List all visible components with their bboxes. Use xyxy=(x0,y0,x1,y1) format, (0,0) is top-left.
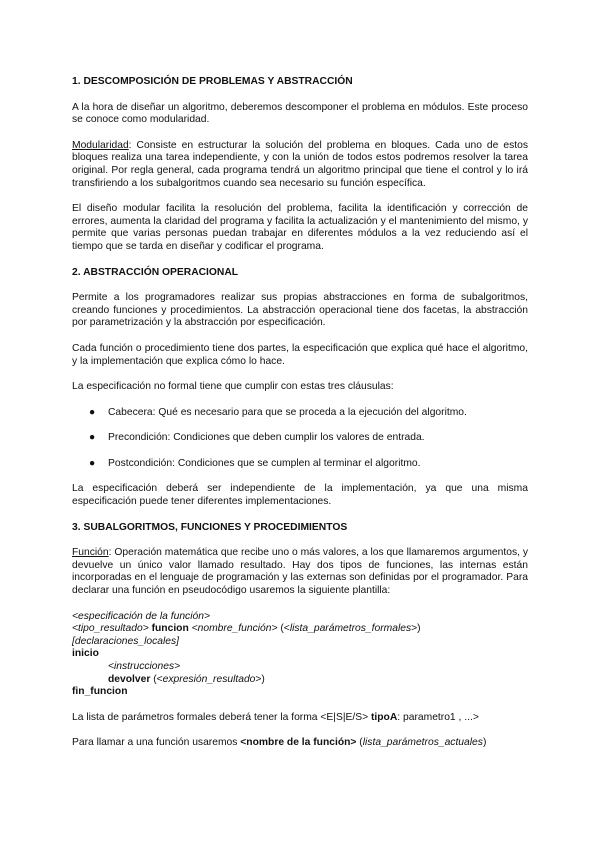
s2-paragraph-4: La especificación deberá ser independiente de la implementación, ya que una misma especificación puede tener diferentes implementaciones. xyxy=(72,483,528,508)
s2-paragraph-2: Cada función o procedimiento tiene dos partes, la especificación que explica qué hace el algoritmo, y la implementación que explica cómo lo hace. xyxy=(72,342,528,367)
code-keyword-funcion: funcion xyxy=(148,623,192,635)
code-locals: [declaraciones_locales] xyxy=(72,635,180,647)
s3-p2-bold: tipoA xyxy=(370,711,398,723)
pseudocode-template xyxy=(72,611,528,699)
code-paren-open: (< xyxy=(150,673,163,685)
s3-paragraph-3 xyxy=(72,737,528,750)
s2-paragraph-3: La especificación no formal tiene que cumplir con estas tres cláusulas: xyxy=(72,381,394,393)
s3-p3-italic: lista_parámetros_actuales xyxy=(362,737,483,749)
bullet-icon: ● xyxy=(89,406,96,418)
list-item xyxy=(72,458,528,471)
code-line-4 xyxy=(72,648,528,661)
section-3-heading: 3. SUBALGORITMOS, FUNCIONES Y PROCEDIMIENTOS xyxy=(72,521,348,533)
code-line-6 xyxy=(72,674,528,687)
code-paren-close: >) xyxy=(411,623,421,635)
s3-p3-text: Para llamar a una función usaremos xyxy=(72,737,241,749)
bullet-icon: ● xyxy=(89,457,96,469)
s3-paragraph-2 xyxy=(72,712,528,725)
code-spec: <especificación de la función> xyxy=(72,610,210,622)
s1-paragraph-3: El diseño modular facilita la resolución del problema, facilita la identificación y corrección de errores, aumenta la claridad del programa y facilita la actualización y el mantenimiento del mismo, y permite que varias personas puedan trabajar en diferentes módulos a la vez reduciendo así el tiempo que se tarda en diseñar y codificar el programa. xyxy=(72,203,528,252)
s3-p1-text: : Operación matemática que recibe uno o más valores, a los que llamaremos argumentos, y devuelve un único valor llamado resultado. Hay dos tipos de funciones, las internas están incorporadas en el lenguaje de programación y las externas son definidas por el programador. Para declarar una función en pseudocódigo usaremos la siguiente plantilla: xyxy=(72,547,528,597)
s1-paragraph-1: A la hora de diseñar un algoritmo, deberemos descomponer el problema en módulos. Este proceso se conoce como modularidad. xyxy=(72,101,528,126)
code-function-name: <nombre_función> xyxy=(191,623,278,635)
clauses-list xyxy=(72,407,528,471)
list-item-text: Postcondición: Condiciones que se cumplen al terminar el algoritmo. xyxy=(108,457,421,469)
s3-p2-text: La lista de parámetros formales deberá tener la forma <E|S|E/S> xyxy=(72,711,371,723)
s3-p3-bold: <nombre de la función> xyxy=(240,737,357,749)
term-modularidad: Modularidad xyxy=(72,139,129,151)
bullet-icon: ● xyxy=(89,432,96,444)
code-keyword-devolver: devolver xyxy=(108,673,151,685)
s3-paragraph-funcion xyxy=(72,547,528,597)
s1-p2-text: : Consiste en estructurar la solución del problema en bloques. Cada uno de estos bloques realiza una tarea independiente, y con la unión de todos estos podremos resolver la tarea original. Por regla general, cada programa tendrá un algoritmo principal que tiene el control y lo irá transfiriendo a los subalgoritmos cuando sea necesario su función específica. xyxy=(72,139,528,189)
s3-p3-close: ) xyxy=(482,737,487,749)
code-return-type: <tipo_resultado> xyxy=(72,623,149,635)
code-line-3 xyxy=(72,636,528,649)
code-line-2 xyxy=(72,623,528,636)
document-page xyxy=(72,76,528,763)
code-keyword-fin: fin_funcion xyxy=(72,686,128,698)
code-line-5 xyxy=(72,661,528,674)
section-1-heading: 1. DESCOMPOSICIÓN DE PROBLEMAS Y ABSTRACCIÓN xyxy=(72,76,353,87)
s3-p3-paren: ( xyxy=(356,737,363,749)
code-line-7 xyxy=(72,686,528,699)
code-params: lista_parámetros_formales xyxy=(289,623,412,635)
list-item xyxy=(72,432,528,445)
list-item xyxy=(72,407,528,420)
list-item-text: Cabecera: Qué es necesario para que se proceda a la ejecución del algoritmo. xyxy=(108,406,467,418)
section-2-heading: 2. ABSTRACCIÓN OPERACIONAL xyxy=(72,266,239,278)
code-expression: expresión_resultado xyxy=(162,673,256,685)
list-item-text: Precondición: Condiciones que deben cumplir los valores de entrada. xyxy=(108,432,425,444)
code-instructions: <instrucciones> xyxy=(108,661,181,672)
s2-paragraph-1: Permite a los programadores realizar sus propias abstracciones en forma de subalgoritmos, creando funciones y procedimientos. La abstracción operacional tiene dos facetas, la abstracción por parametrización y la abstracción por especificación. xyxy=(72,292,528,329)
code-keyword-inicio: inicio xyxy=(72,648,99,660)
s1-paragraph-modularidad xyxy=(72,140,528,190)
term-funcion: Función xyxy=(72,547,109,559)
code-paren-close: >) xyxy=(255,673,265,685)
s3-p2-tail: : parametro1 , ...> xyxy=(397,711,479,723)
code-paren-open: (< xyxy=(277,623,290,635)
code-line-1 xyxy=(72,611,528,624)
